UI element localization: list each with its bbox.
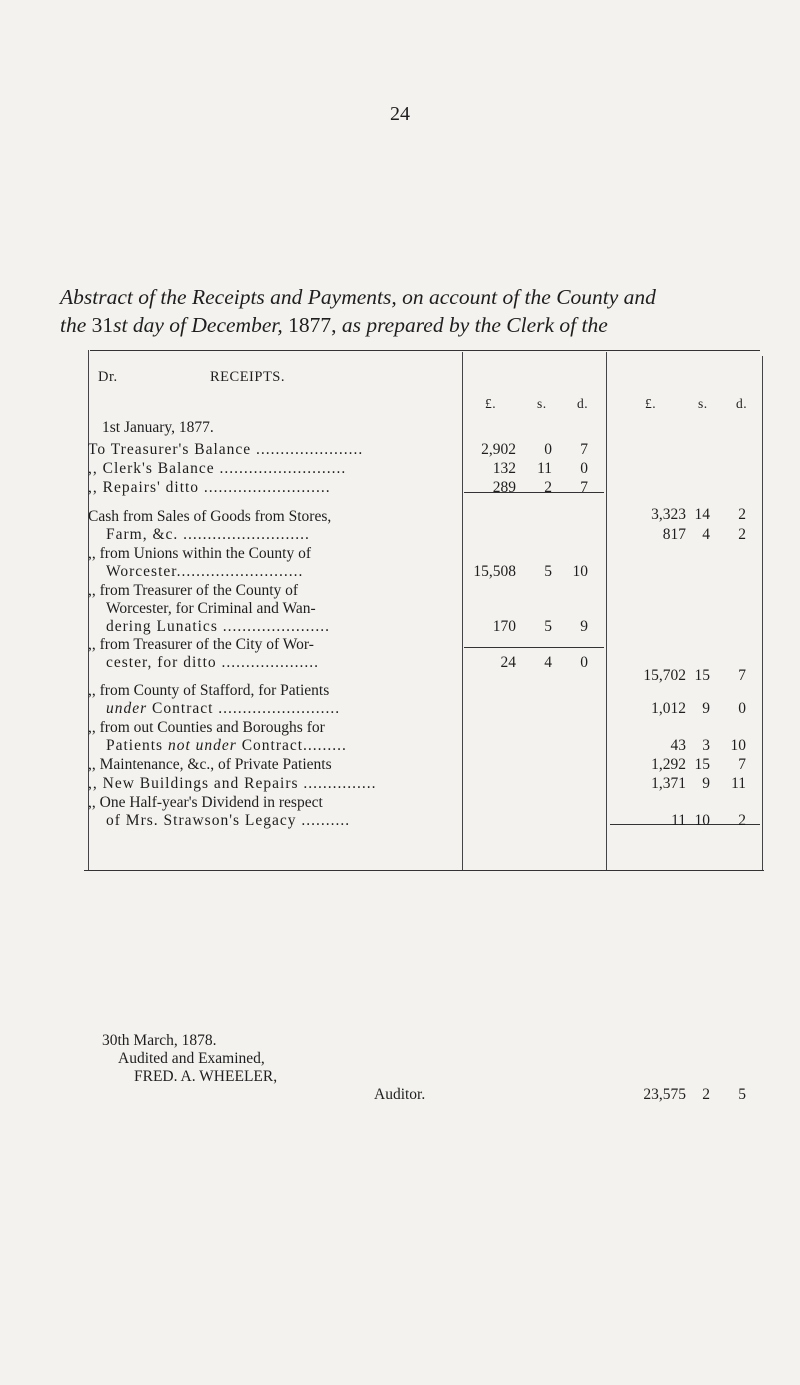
amount-pounds: 170 (492, 618, 516, 635)
line-dividend-2: of Mrs. Strawson's Legacy .......... (106, 812, 351, 829)
total-shillings: 2 (702, 1086, 710, 1103)
amount-pounds: 289 (492, 479, 516, 496)
line-worcester-1: ,, from Treasurer of the County of (88, 582, 299, 599)
subtotal-pounds: 3,323 (651, 506, 686, 523)
amount-pounds: 1,292 (651, 756, 686, 773)
audit-date: 30th March, 1878. (102, 1032, 217, 1049)
amount-pounds: 2,902 (481, 441, 516, 458)
amount-shillings: 9 (702, 700, 710, 717)
col-head-pounds: £. (485, 396, 497, 411)
amount-pounds: 1,371 (651, 775, 686, 792)
table-right-border (762, 356, 763, 870)
amount-pounds: 817 (662, 526, 686, 543)
amount-pence: 2 (738, 812, 746, 829)
dr-label: Dr. (98, 369, 118, 385)
line-maintenance: ,, Maintenance, &c., of Private Patients (88, 756, 332, 773)
heading-part: Abstract of the Receipts and Payments, (60, 285, 397, 309)
col-head-pence: d. (577, 396, 589, 411)
subtotal-shillings: 15 (694, 667, 710, 684)
line-worcester-3: dering Lunatics ...................... (106, 618, 330, 635)
heading-part: as (341, 313, 361, 337)
amount-shillings: 4 (544, 654, 552, 671)
amount-pounds: 11 (671, 812, 686, 829)
line-stafford-2 (106, 700, 340, 718)
amount-shillings: 11 (537, 460, 552, 477)
amount-pence: 10 (730, 737, 746, 754)
heading-part: on account of the (402, 285, 551, 309)
receipts-label: RECEIPTS. (210, 369, 285, 385)
emphasis: under (106, 700, 148, 717)
amount-shillings: 4 (702, 526, 710, 543)
amount-shillings: 5 (544, 618, 552, 635)
col-head-pence-2: d. (736, 396, 748, 411)
amount-shillings: 9 (702, 775, 710, 792)
amount-pence: 10 (572, 563, 588, 580)
line-text: Patients (106, 737, 164, 754)
line-city-2: cester, for ditto .................... (106, 654, 320, 671)
audit-line-1: Audited and Examined, (118, 1050, 265, 1067)
heading-part: 1877, (288, 313, 337, 337)
line-stafford-1: ,, from County of Stafford, for Patients (88, 682, 330, 699)
heading-part: prepared by the Clerk of the (366, 313, 608, 337)
line-text: Contract ......................... (152, 700, 341, 717)
amount-pounds: 132 (492, 460, 516, 477)
heading-part: 31 (91, 313, 114, 337)
heading-part: st day of December, (113, 313, 283, 337)
line-treasurer: To Treasurer's Balance ...................... (88, 441, 364, 458)
amount-pence: 7 (580, 441, 588, 458)
table-bottom-border (84, 870, 764, 871)
col-head-pounds-2: £. (645, 396, 657, 411)
amount-pounds: 43 (670, 737, 686, 754)
total-pounds: 23,575 (643, 1086, 686, 1103)
auditor-title: Auditor. (374, 1086, 426, 1103)
line-cash-1: Cash from Sales of Goods from Stores, (88, 508, 332, 525)
subtotal-pounds: 15,702 (643, 667, 686, 684)
date-start: 1st January, 1877. (102, 419, 214, 436)
heading-part: County and (556, 285, 656, 309)
line-unions-1: ,, from Unions within the County of (88, 545, 312, 562)
line-out-2 (106, 737, 347, 755)
total-pence: 5 (738, 1086, 746, 1103)
line-cash-2: Farm, &c. .......................... (106, 526, 310, 543)
amount-shillings: 10 (694, 812, 710, 829)
abstract-heading-line-1 (60, 285, 780, 310)
line-repairs: ,, Repairs' ditto .......................... (88, 479, 331, 496)
subtotal-pence: 7 (738, 667, 746, 684)
column-divider-1 (462, 352, 463, 870)
line-unions-2: Worcester.......................... (106, 563, 304, 580)
amount-pence: 2 (738, 526, 746, 543)
amount-shillings: 3 (702, 737, 710, 754)
amount-pence: 0 (738, 700, 746, 717)
line-text: Contract......... (241, 737, 347, 754)
amount-pence: 11 (731, 775, 746, 792)
amount-pence: 7 (738, 756, 746, 773)
subtotal-shillings: 14 (694, 506, 710, 523)
amount-pence: 9 (580, 618, 588, 635)
subtotal-pence: 2 (738, 506, 746, 523)
amount-shillings: 0 (544, 441, 552, 458)
amount-shillings: 15 (694, 756, 710, 773)
amount-pence: 0 (580, 654, 588, 671)
line-out-1: ,, from out Counties and Boroughs for (88, 719, 325, 736)
amount-pounds: 1,012 (651, 700, 686, 717)
auditor-name: FRED. A. WHEELER, (134, 1068, 278, 1085)
amount-pounds: 15,508 (473, 563, 516, 580)
amount-shillings: 5 (544, 563, 552, 580)
table-top-border (90, 350, 760, 351)
subtotal-rule-2 (464, 647, 604, 648)
col-head-shillings-2: s. (698, 396, 708, 411)
abstract-heading-line-2 (60, 313, 780, 338)
column-divider-2 (606, 352, 607, 870)
line-new-buildings: ,, New Buildings and Repairs ............... (88, 775, 377, 792)
line-dividend-1: ,, One Half-year's Dividend in respect (88, 794, 323, 811)
amount-shillings: 2 (544, 479, 552, 496)
page-number: 24 (390, 103, 410, 125)
line-worcester-2: Worcester, for Criminal and Wan- (106, 600, 316, 617)
line-city-1: ,, from Treasurer of the City of Wor- (88, 636, 314, 653)
emphasis: not under (167, 737, 237, 754)
amount-pence: 7 (580, 479, 588, 496)
line-clerk: ,, Clerk's Balance .......................... (88, 460, 347, 477)
col-head-shillings: s. (537, 396, 547, 411)
amount-pounds: 24 (500, 654, 516, 671)
amount-pence: 0 (580, 460, 588, 477)
heading-part: the (60, 313, 87, 337)
